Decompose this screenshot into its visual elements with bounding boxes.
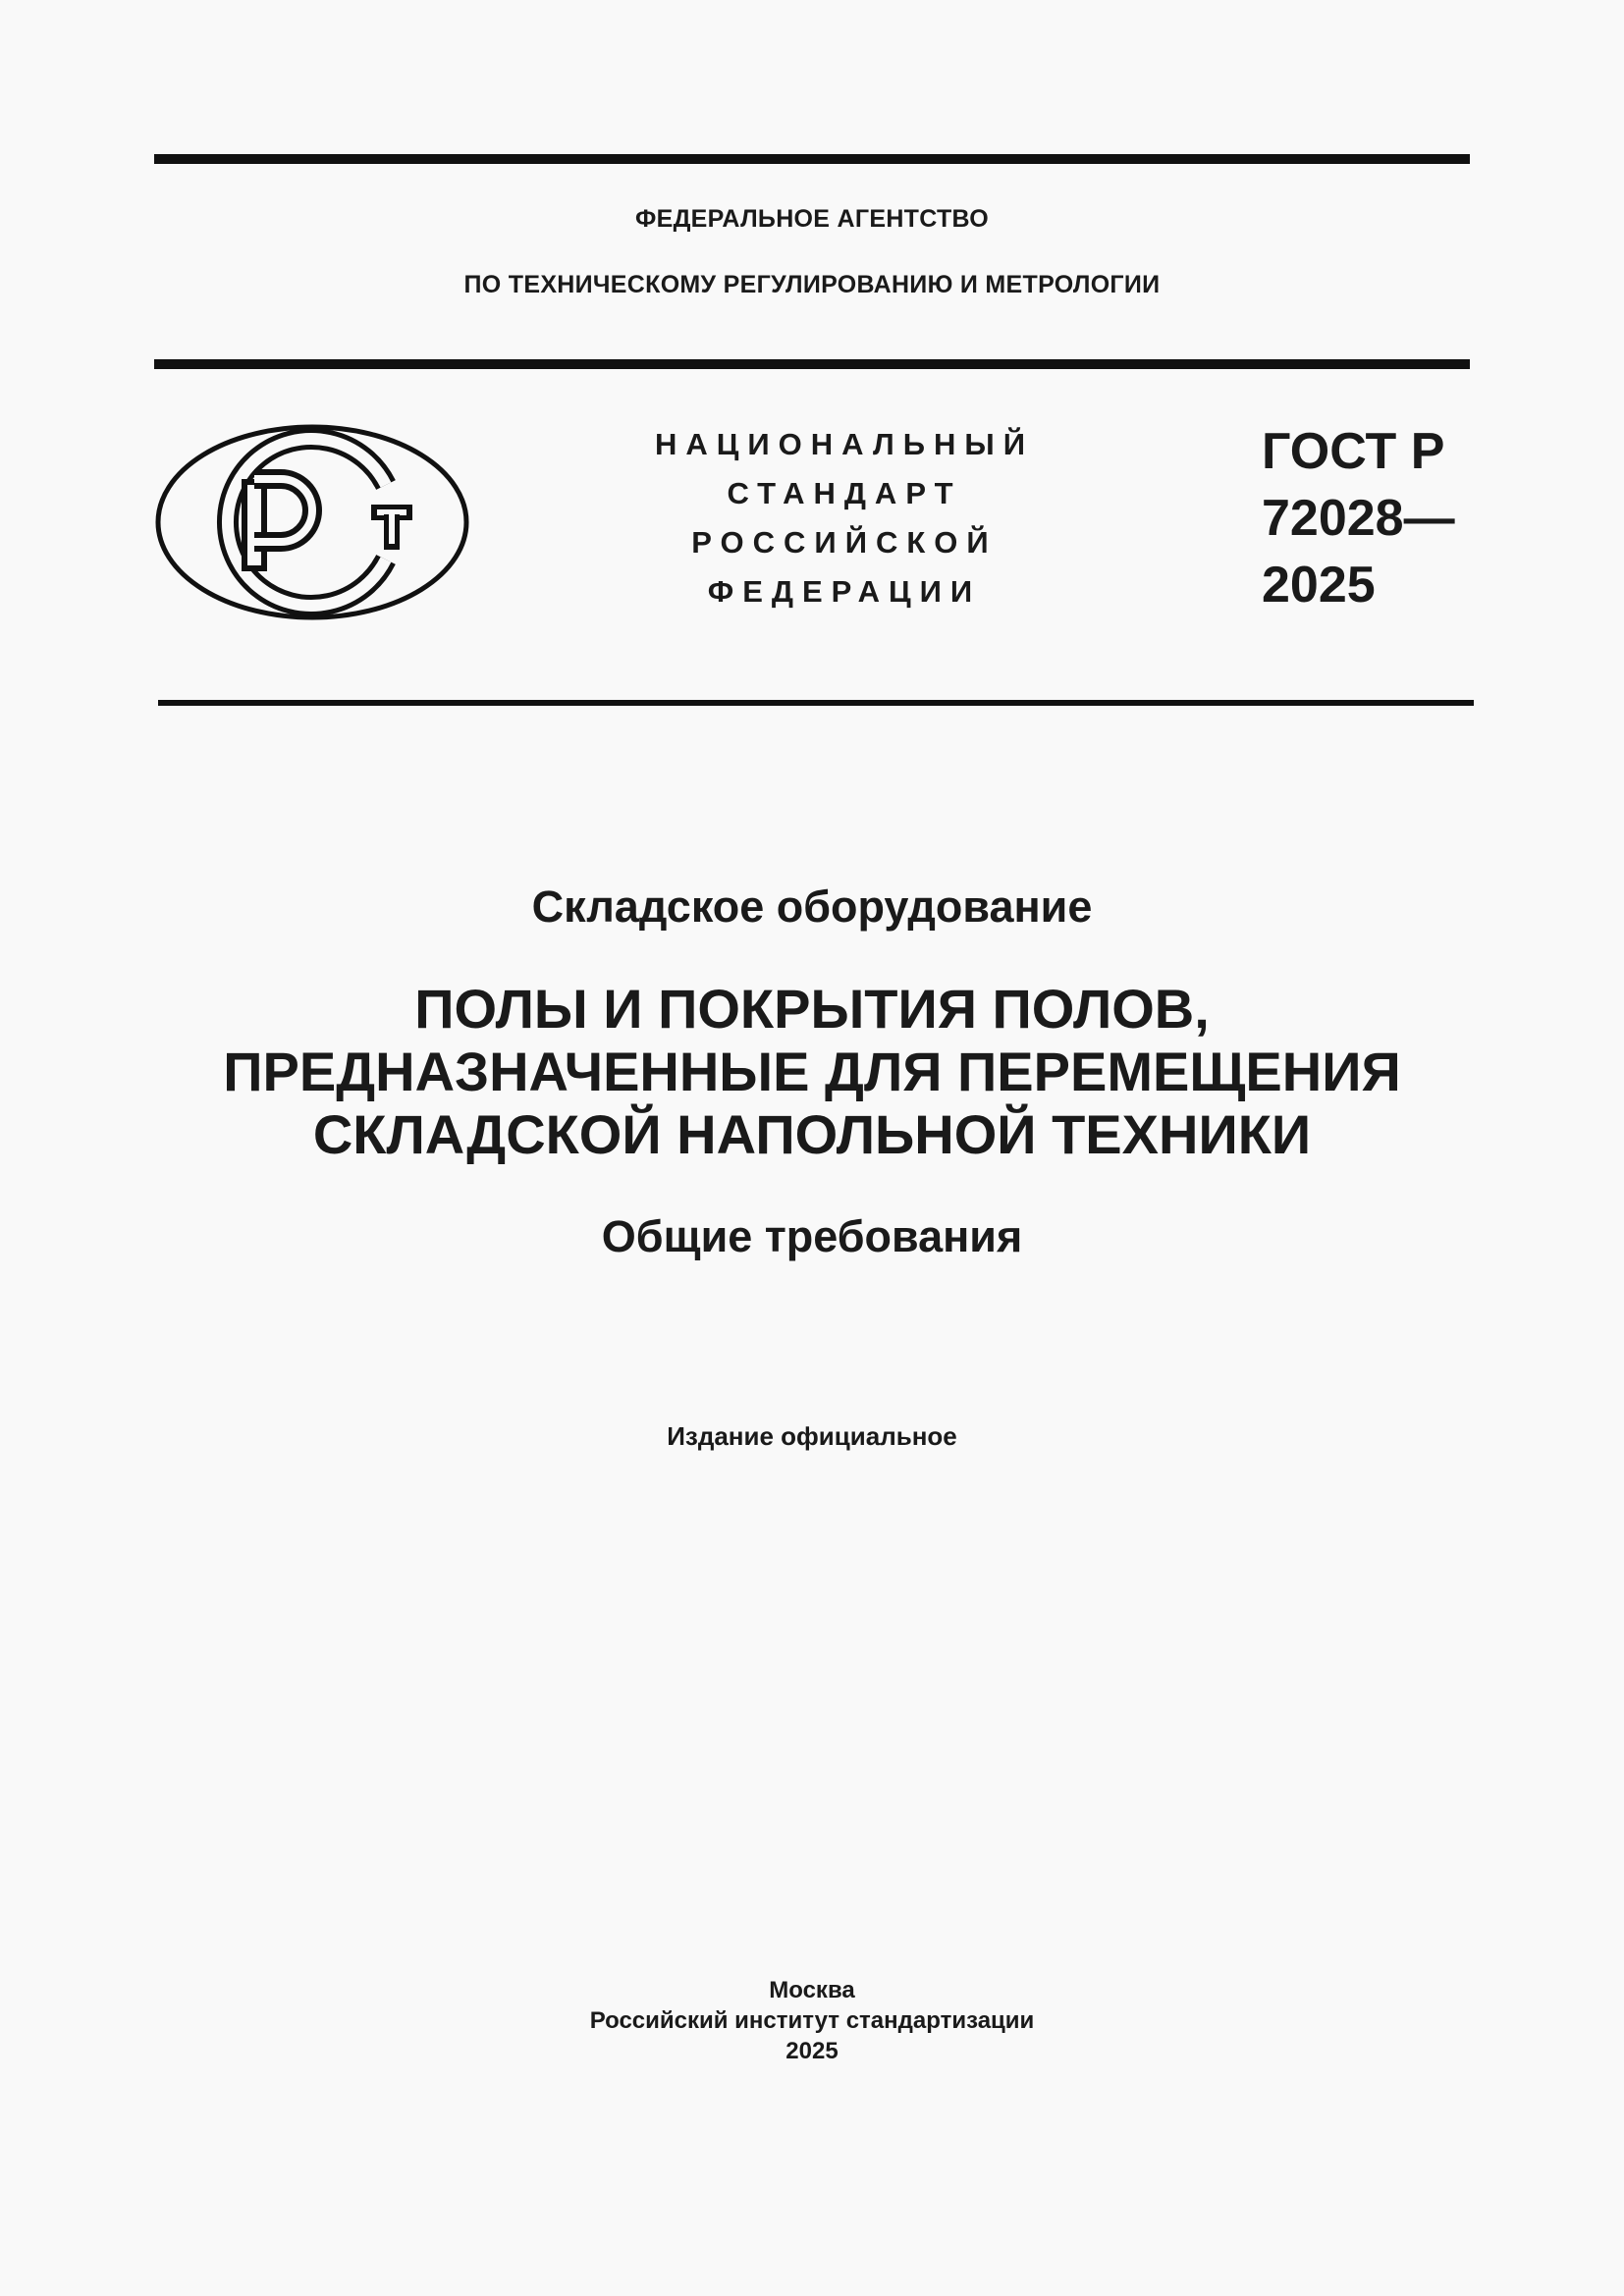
bottom-rule [158, 700, 1474, 706]
title-line-3: СКЛАДСКОЙ НАПОЛЬНОЙ ТЕХНИКИ [312, 1103, 1312, 1165]
national-standard-line-4: ФЕДЕРАЦИИ [707, 574, 982, 609]
national-standard-line-3: РОССИЙСКОЙ [691, 525, 998, 560]
agency-name-line-2: ПО ТЕХНИЧЕСКОМУ РЕГУЛИРОВАНИЮ И МЕТРОЛОГИИ [463, 271, 1161, 298]
edition-note: Издание официальное [667, 1421, 957, 1451]
national-standard-label [628, 420, 1060, 616]
document-subtitle: Общие требования [601, 1211, 1023, 1261]
title-line-2: ПРЕДНАЗНАЧЕННЫЕ ДЛЯ ПЕРЕМЕЩЕНИЯ [223, 1041, 1401, 1102]
national-standard-line-1: НАЦИОНАЛЬНЫЙ [654, 427, 1035, 461]
document-subject: Складское оборудование [531, 881, 1093, 932]
designation-line-1: ГОСТ Р [1262, 423, 1445, 480]
title-line-1: ПОЛЫ И ПОКРЫТИЯ ПОЛОВ, [414, 978, 1210, 1040]
national-standard-line-2: СТАНДАРТ [727, 476, 962, 510]
top-rule [154, 154, 1470, 164]
middle-rule [154, 359, 1470, 369]
designation-line-3: 2025 [1262, 557, 1376, 614]
publisher-block [0, 1975, 1624, 2066]
standard-designation [1262, 418, 1455, 618]
agency-name-line-1: ФЕДЕРАЛЬНОЕ АГЕНТСТВО [634, 205, 990, 233]
publisher-name: Российский институт стандартизации [589, 2007, 1035, 2034]
designation-line-2: 72028— [1262, 490, 1455, 547]
publisher-city: Москва [769, 1977, 855, 2003]
document-title [0, 978, 1624, 1166]
rst-certification-mark-icon [155, 424, 469, 620]
publisher-year: 2025 [785, 2038, 839, 2064]
